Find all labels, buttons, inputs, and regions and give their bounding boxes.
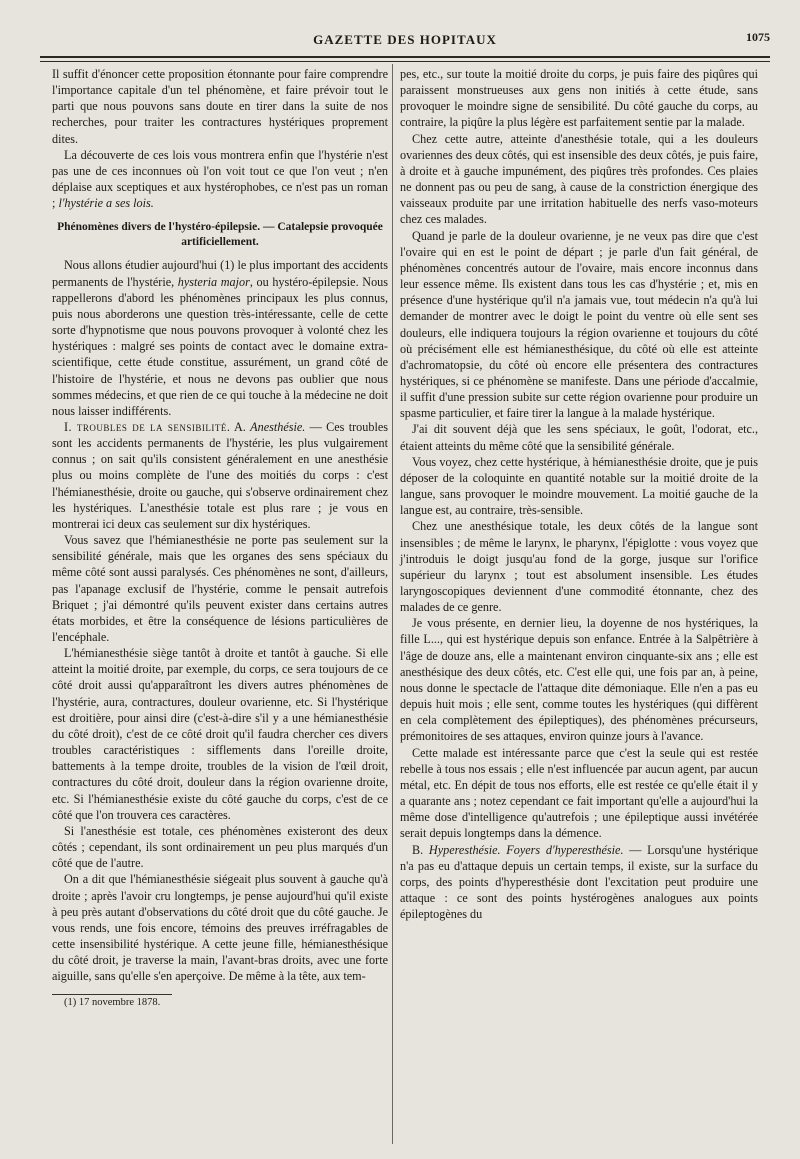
footnote: (1) 17 novembre 1878. bbox=[64, 997, 161, 1009]
paragraph-text: Nous allons étudier aujourd'hui (1) le plus important des accidents permanents de l'hystérie, bbox=[52, 258, 388, 289]
paragraph: Quand je parle de la douleur ovarienne, je ne veux pas dire que c'est l'ovaire qui en est le point de départ ; je parle d'un fait général, de phénomènes concentrés autour de l'ovaire, mais encore inconnus dans leur essence même. Ils existent dans tous les cas d'hystérie ; et, mis en présence d'une hystérique qu'il n'a jamais vue, tout médecin n'a qu'à lui demander de montrer avec le doigt le point du ventre où elle sent ses douleurs, elle indiquera toujours la région ovarienne et toujours du côté où précisément elle est hémianesthésique, du côté où elle est atteinte d'achromatopsie, du côté où encore elle présentera des contractures hystériques, si ce phénomène se manifeste. Dans une période d'accalmie, il suffit d'une pression subite sur cette région ovarienne pour produire un spasme particulier, et faire tirer la langue à la malade hystérique. bbox=[400, 228, 758, 421]
subsection-heading: I. troubles de la sensibilité. bbox=[64, 419, 231, 434]
section-title: Phénomènes divers de l'hystéro-épilepsie. — Catalepsie provoquée artificiellement. bbox=[57, 221, 383, 249]
italic-text: hysteria major bbox=[177, 274, 250, 289]
paragraph: Chez cette autre, atteinte d'anesthésie totale, qui a les douleurs ovariennes des deux côtés, qui est insensible des deux côtés, je puis faire, à droite et à gauche impunément, des piqûres très profondes. Ces plaies ne donnent pas ou peu de sang, à cause de la constriction énergique des vaisseaux produite par une irritation habituelle des nerfs vaso-moteurs chez ces malades. bbox=[400, 131, 758, 227]
page-header bbox=[40, 30, 770, 56]
paragraph: Chez une anesthésique totale, les deux côtés de la langue sont insensibles ; de même le larynx, le pharynx, l'épiglotte : vous voyez que j'introduis le doigt jusqu'au fond de la gorge, jusque sur l'orifice supérieur du larynx ; tout est absolument insensible. Les études laryngoscopiques deviennent d'une commodité étonnante, chez des malades de ce genre. bbox=[400, 519, 758, 615]
italic-text: Hyperesthésie. Foyers d'hyperesthésie. bbox=[428, 842, 624, 857]
paragraph bbox=[52, 257, 388, 419]
paragraph: J'ai dit souvent déjà que les sens spéciaux, le goût, l'odorat, etc., étaient atteints du même côté que la sensibilité générale. bbox=[400, 422, 758, 453]
header-rule-thick bbox=[40, 56, 770, 58]
paragraph-text: — Ces troubles sont les accidents permanents de l'hystérie, les plus vulgairement connus ; on sait qu'ils consistent généralement en une anesthésie plus ou moins complète de l'une des moitiés du corps : c'est l'hémianesthésie, droite ou gauche, qui s'observe ordinairement chez les hystériques. L'anesthésie totale est plus rare ; je vous en montrerai ici deux cas seulement sur dix hystériques. bbox=[52, 419, 388, 531]
paragraph: On a dit que l'hémianesthésie siégeait plus souvent à gauche qu'à droite ; après l'avoir cru longtemps, je pense aujourd'hui qu'il existe à peu près autant d'observations du côté droit que du côté gauche. Je vous rends, une fois encore, témoins des preuves irréfragables de cette insensibilité hystérique. A cette jeune fille, hémianesthésique du côté droit, je traverse la main, l'avant-bras droits, avec une forte aiguille, sans qu'elle s'en aperçoive. De même à la tête, aux tem- bbox=[52, 872, 388, 984]
paragraph: Vous voyez, chez cette hystérique, à hémianesthésie droite, que je puis déposer de la coloquinte en quantité notable sur la moitié droite de la langue, sans provoquer le moindre mouvement. La moitié gauche de la langue est, au contraire, très-sensible. bbox=[400, 454, 758, 518]
paragraph bbox=[52, 419, 388, 532]
paragraph-text: — Lorsqu'une hystérique n'a pas eu d'attaque depuis un certain temps, il existe, sur la surface du corps, des points d'hyperesthésie dont l'excitation peut produire une attaque : ce sont des points hystérogènes analogues aux points épileptogènes du bbox=[400, 842, 758, 922]
paragraph bbox=[52, 147, 388, 212]
right-column bbox=[400, 66, 758, 922]
left-column bbox=[52, 66, 388, 1012]
paragraph: pes, etc., sur toute la moitié droite du corps, je puis faire des piqûres qui paraissent monstrueuses aux gens non initiés à cette étude, sans provoquer le moindre signe de sensibilité. Du côté gauche du corps, au contraire, la piqûre la plus légère est parfaitement sentie par la malade. bbox=[400, 67, 758, 130]
paragraph-text: A. bbox=[230, 419, 251, 434]
paragraph: Il suffit d'énoncer cette proposition étonnante pour faire comprendre l'importance capitale d'un tel phénomène, et faire prévoir tout le parti que nous pouvons sans doute en tirer dans la suite de nos recherches, pour traiter les contractures hystériques proprement dites. bbox=[52, 67, 388, 146]
paragraph-text: La découverte de ces lois vous montrera enfin que l'hystérie n'est pas une de ces inconnues où l'on voit tout ce que l'on veut ; n'en déplaise aux sceptiques et aux hystérophobes, ce n'est pas un roman ; bbox=[52, 147, 388, 211]
italic-text: Anesthésie. bbox=[250, 419, 306, 434]
page-number: 1075 bbox=[746, 30, 770, 44]
paragraph: Si l'anesthésie est totale, ces phénomènes existeront des deux côtés ; cependant, ils sont ordinairement un peu plus marqués d'un côté que de l'autre. bbox=[52, 823, 388, 871]
paragraph: Cette malade est intéressante parce que c'est la seule qui est restée rebelle à tous nos essais ; elle n'est influencée par aucun agent, par aucun métal, etc. En dépit de tous nos efforts, elle est restée ce qu'elle était il y a quarante ans ; notez cependant ce fait important qu'elle a aujourd'hui la même dose d'intelligence qu'autrefois ; une épileptique aussi invétérée serait depuis longtemps dans la démence. bbox=[400, 745, 758, 841]
paragraph: L'hémianesthésie siège tantôt à droite et tantôt à gauche. Si elle atteint la moitié droite, par exemple, du corps, ce sera toujours de ce côté droit aussi qu'apparaîtront les divers autres phénomènes de l'hystérie, aura, contractures, douleur ovarienne, etc. Si l'hystérique est droitière, pour ainsi dire (c'est-à-dire s'il y a une hémianesthésie du côté droit), c'est de ce côté droit qu'il faudra chercher ces divers troubles caractéristiques : sifflements dans l'oreille droite, battements à la tempe droite, troubles de la vision de l'œil droit, contractures du côté droit, douleur dans la région ovarienne droite, etc. Si l'hémianesthésie existe du côté gauche du corps, c'est de ce côté que l'on trouvera ces caractères. bbox=[52, 646, 388, 822]
paragraph: Vous savez que l'hémianesthésie ne porte pas seulement sur la sensibilité générale, mais que les organes des sens spéciaux du même côté sont aussi paralysés. Ces phénomènes ne sont, d'ailleurs, pas l'apanage exclusif de l'hystérie, comme le pensait autrefois Briquet ; j'ai démontré qu'ils peuvent exister dans certains autres états morbides, et être la conséquence de lésions particulières de l'encéphale. bbox=[52, 533, 388, 644]
column-separator bbox=[392, 64, 393, 1144]
paragraph bbox=[400, 842, 758, 923]
header-rule-thin bbox=[40, 61, 770, 62]
paragraph-text: B. bbox=[412, 842, 429, 857]
italic-text: l'hystérie a ses lois. bbox=[58, 196, 154, 211]
paragraph-text: , ou hystéro-épilepsie. Nous rappellerons d'abord les phénomènes principaux les plus connus, puis nous aborderons une question très-intéressante, celle de cette sorte d'hypnotisme que nous pouvons provoquer à volonté chez les hystériques : malgré ses points de contact avec le domaine extra-scientifique, cette étude constitue, assurément, un grand côté de l'histoire de l'hystérie, et nous ne devons pas oublier que nous sommes médecins, et que rien de ce qui touche à la médecine ne doit nous laisser indifférents. bbox=[52, 274, 388, 418]
journal-title: GAZETTE DES HOPITAUX bbox=[313, 32, 497, 47]
paragraph: Je vous présente, en dernier lieu, la doyenne de nos hystériques, la fille L..., qui est hystérique depuis son enfance. Entrée à la Salpêtrière à l'âge de douze ans, elle a maintenant environ cinquante-six ans ; elle est anesthésique des deux côtés, etc. C'est elle qui, une fois par an, à peine, nous donne le spectacle de l'attaque dite démoniaque. Elle n'en a pas eu depuis huit mois ; elle sent, comme toutes les hystériques (qui diffèrent en cela complètement des épileptiques), des phénomènes précurseurs, prémonitoires de ses attaques, environ quinze jours à l'avance. bbox=[400, 616, 758, 744]
